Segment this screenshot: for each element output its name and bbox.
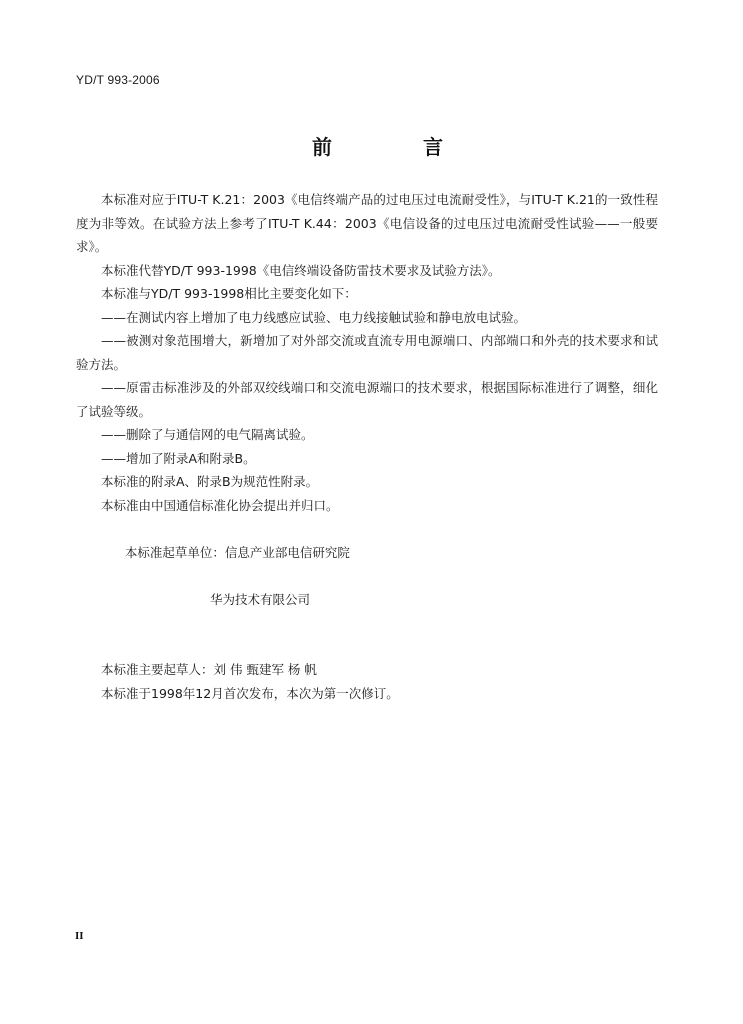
paragraph-replaces: 本标准代替YD/T 993-1998《电信终端设备防雷技术要求及试验方法》。 — [101, 262, 501, 278]
drafters-line — [76, 658, 658, 682]
change-item-3: ——原雷击标准涉及的外部双绞线端口和交流电源端口的技术要求，根据国际标准进行了调整，细化了试验等级。 — [76, 380, 658, 419]
change-item-1: ——在测试内容上增加了电力线感应试验、电力线接触试验和静电放电试验。 — [101, 309, 527, 325]
drafters-label: 本标准主要起草人： — [101, 662, 214, 677]
drafting-unit-1: 信息产业部电信研究院 — [224, 544, 350, 560]
drafting-units — [76, 517, 658, 658]
paragraph-appendix: 本标准的附录A、附录B为规范性附录。 — [101, 474, 319, 489]
change-item-2: ——被测对象范围增大，新增加了对外部交流或直流专用电源端口、内部端口和外壳的技术要求和试验方法。 — [76, 333, 658, 372]
drafters-names: 刘 伟 甄建军 杨 帆 — [213, 662, 317, 677]
page-title: 前 言 — [312, 135, 485, 159]
change-item-5: ——增加了附录A和附录B。 — [101, 450, 256, 466]
page-number: II — [75, 930, 84, 942]
paragraph-proposer: 本标准由中国通信标准化协会提出并归口。 — [101, 497, 339, 513]
drafting-units-label: 本标准起草单位： — [124, 544, 225, 560]
paragraph-correspondence: 本标准对应于ITU-T K.21：2003《电信终端产品的过电压过电流耐受性》，与ITU-T K.21的一致性程度为非等效。在试验方法上参考了ITU-T K.44：2003《电信设备的过电压过电流耐受性试验——一般要求》。 — [76, 192, 658, 254]
document-code: YD/T 993-2006 — [76, 73, 160, 87]
change-item-4: ——删除了与通信网的电气隔离试验。 — [101, 427, 314, 442]
drafting-unit-2: 华为技术有限公司 — [210, 591, 311, 607]
paragraph-history: 本标准于1998年12月首次发布，本次为第一次修订。 — [101, 685, 399, 701]
foreword-body — [76, 188, 658, 705]
paragraph-changes-intro: 本标准与YD/T 993-1998相比主要变化如下： — [101, 286, 357, 301]
